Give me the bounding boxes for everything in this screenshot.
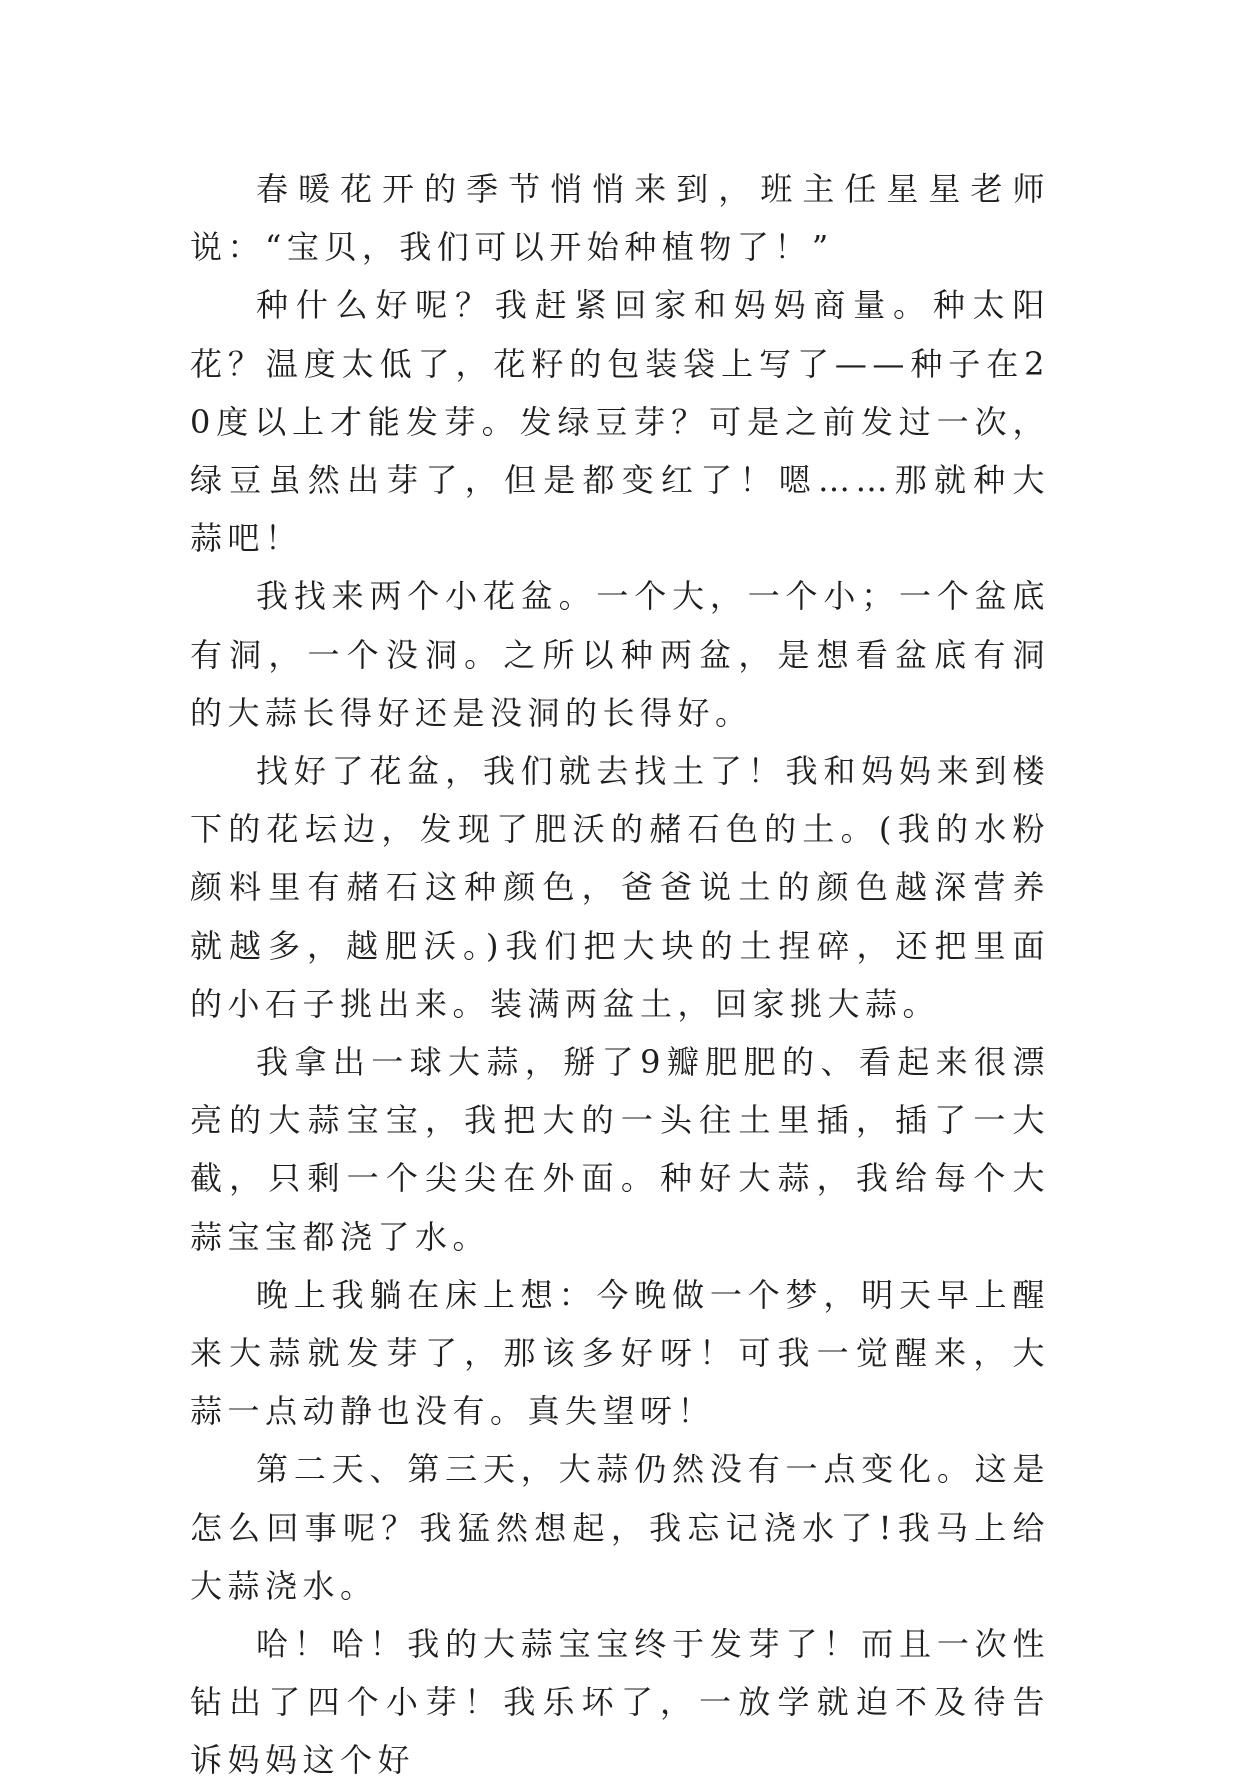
paragraph-5: 我拿出一球大蒜，掰了9瓣肥肥的、看起来很漂亮的大蒜宝宝，我把大的一头往土里插，插了一大截，只剩一个尖尖在外面。种好大蒜，我给每个大蒜宝宝都浇了水。	[190, 1043, 1050, 1256]
article-body	[190, 160, 1050, 1790]
paragraph-2: 种什么好呢？我赶紧回家和妈妈商量。种太阳花？温度太低了，花籽的包装袋上写了——种子在20度以上才能发芽。发绿豆芽？可是之前发过一次，绿豆虽然出芽了，但是都变红了！嗯……那就种大蒜吧！	[190, 286, 1050, 558]
paragraph-8: 哈！哈！我的大蒜宝宝终于发芽了！而且一次性钻出了四个小芽！我乐坏了，一放学就迫不及待告诉妈妈这个好	[190, 1625, 1050, 1780]
paragraph-1: 春暖花开的季节悄悄来到，班主任星星老师说：“宝贝，我们可以开始种植物了！”	[190, 170, 1050, 267]
paragraph-7: 第二天、第三天，大蒜仍然没有一点变化。这是怎么回事呢？我猛然想起，我忘记浇水了!我马上给大蒜浇水。	[190, 1450, 1050, 1605]
paragraph-4: 找好了花盆，我们就去找土了！我和妈妈来到楼下的花坛边，发现了肥沃的赭石色的土。(我的水粉颜料里有赭石这种颜色，爸爸说土的颜色越深营养就越多，越肥沃。)我们把大块的土捏碎，还把里面的小石子挑出来。装满两盆土，回家挑大蒜。	[190, 752, 1050, 1023]
paragraph-6: 晚上我躺在床上想：今晚做一个梦，明天早上醒来大蒜就发芽了，那该多好呀！可我一觉醒来，大蒜一点动静也没有。真失望呀！	[190, 1275, 1050, 1431]
paragraph-3: 我找来两个小花盆。一个大，一个小；一个盆底有洞，一个没洞。之所以种两盆，是想看盆底有洞的大蒜长得好还是没洞的长得好。	[190, 577, 1050, 732]
